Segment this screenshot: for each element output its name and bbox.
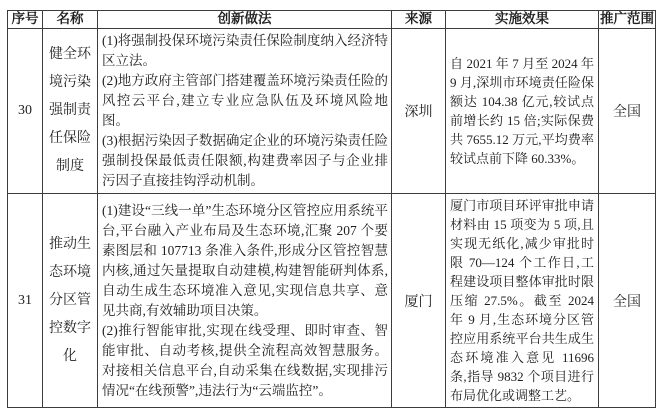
practice-paragraph: (1)建设“三线一单”生态环境分区管控应用系统平台,平台融入产业布局及生态环境,汇聚 207 个要素图层和 107713 条准入条件,形成分区管控智慧内核,通过矢量提取自动建模,构建智能研判体系,自动生成生态环境准入意见,实现信息共享、意见共商,有效辅助项目决策。 [102,202,388,318]
table-row-30 [8,29,656,194]
column-header-practices: 创新做法 [98,11,392,29]
practice-paragraph: (1)将强制投保环境污染责任保险制度纳入经济特区立法。 [102,33,388,68]
column-header-source: 来源 [392,11,446,29]
cell-measure-name: 推动生态环境分区管控数字化 [43,194,98,408]
cell-serial-number: 31 [8,194,43,408]
cell-implementation-effect: 自 2021 年 7 月至 2024 年 9 月,深圳市环境责任险保额达 104.38 亿元,较试点前增长约 15 倍;实际保费共 7655.12 万元,平均费率较试点前下降 60.33%。 [446,29,599,194]
practice-paragraph: (3)根据污染因子数据确定企业的环境污染责任险强制投保最低责任限额,构建费率因子与企业排污因子直接挂钩浮动机制。 [102,133,388,188]
cell-promotion-scope: 全国 [599,194,656,408]
cell-source-city: 厦门 [392,194,446,408]
table-header-row [8,11,656,29]
practice-paragraph: (2)推行智能审批,实现在线受理、即时审查、智能审批、自动考核,提供全流程高效智慧服务。对接相关信息平台,自动采集在线数据,实现排污情况“在线预警”,违法行为“云端监控”。 [102,322,388,398]
column-header-scope: 推广范围 [600,11,654,27]
column-header-name: 名称 [43,11,98,29]
table-row-31 [8,194,656,408]
cell-serial-number: 30 [8,29,43,194]
cell-innovative-practices [98,194,392,408]
innovation-measures-table [7,10,656,408]
cell-innovative-practices [98,29,392,194]
cell-implementation-effect: 厦门市项目环评审批申请材料由 15 项变为 5 项,且实现无纸化,减少审批时限 70—124 个工作日,工程建设项目整体审批时限压缩 27.5%。截至 2024 年 9 月,生态环境分区管控应用系统平台共生成生态环境准入意见 11696 条,指导 9832 个项目进行布局优化或调整工艺。 [446,194,599,408]
practice-paragraph: (2)地方政府主管部门搭建覆盖环境污染责任险的风控云平台,建立专业应急队伍及环境风险地图。 [102,73,388,128]
cell-source-city: 深圳 [392,29,446,194]
cell-measure-name: 健全环境污染强制责任保险制度 [43,29,98,194]
cell-promotion-scope: 全国 [599,29,656,194]
column-header-serial: 序号 [8,11,43,29]
column-header-effect: 实施效果 [446,11,599,29]
